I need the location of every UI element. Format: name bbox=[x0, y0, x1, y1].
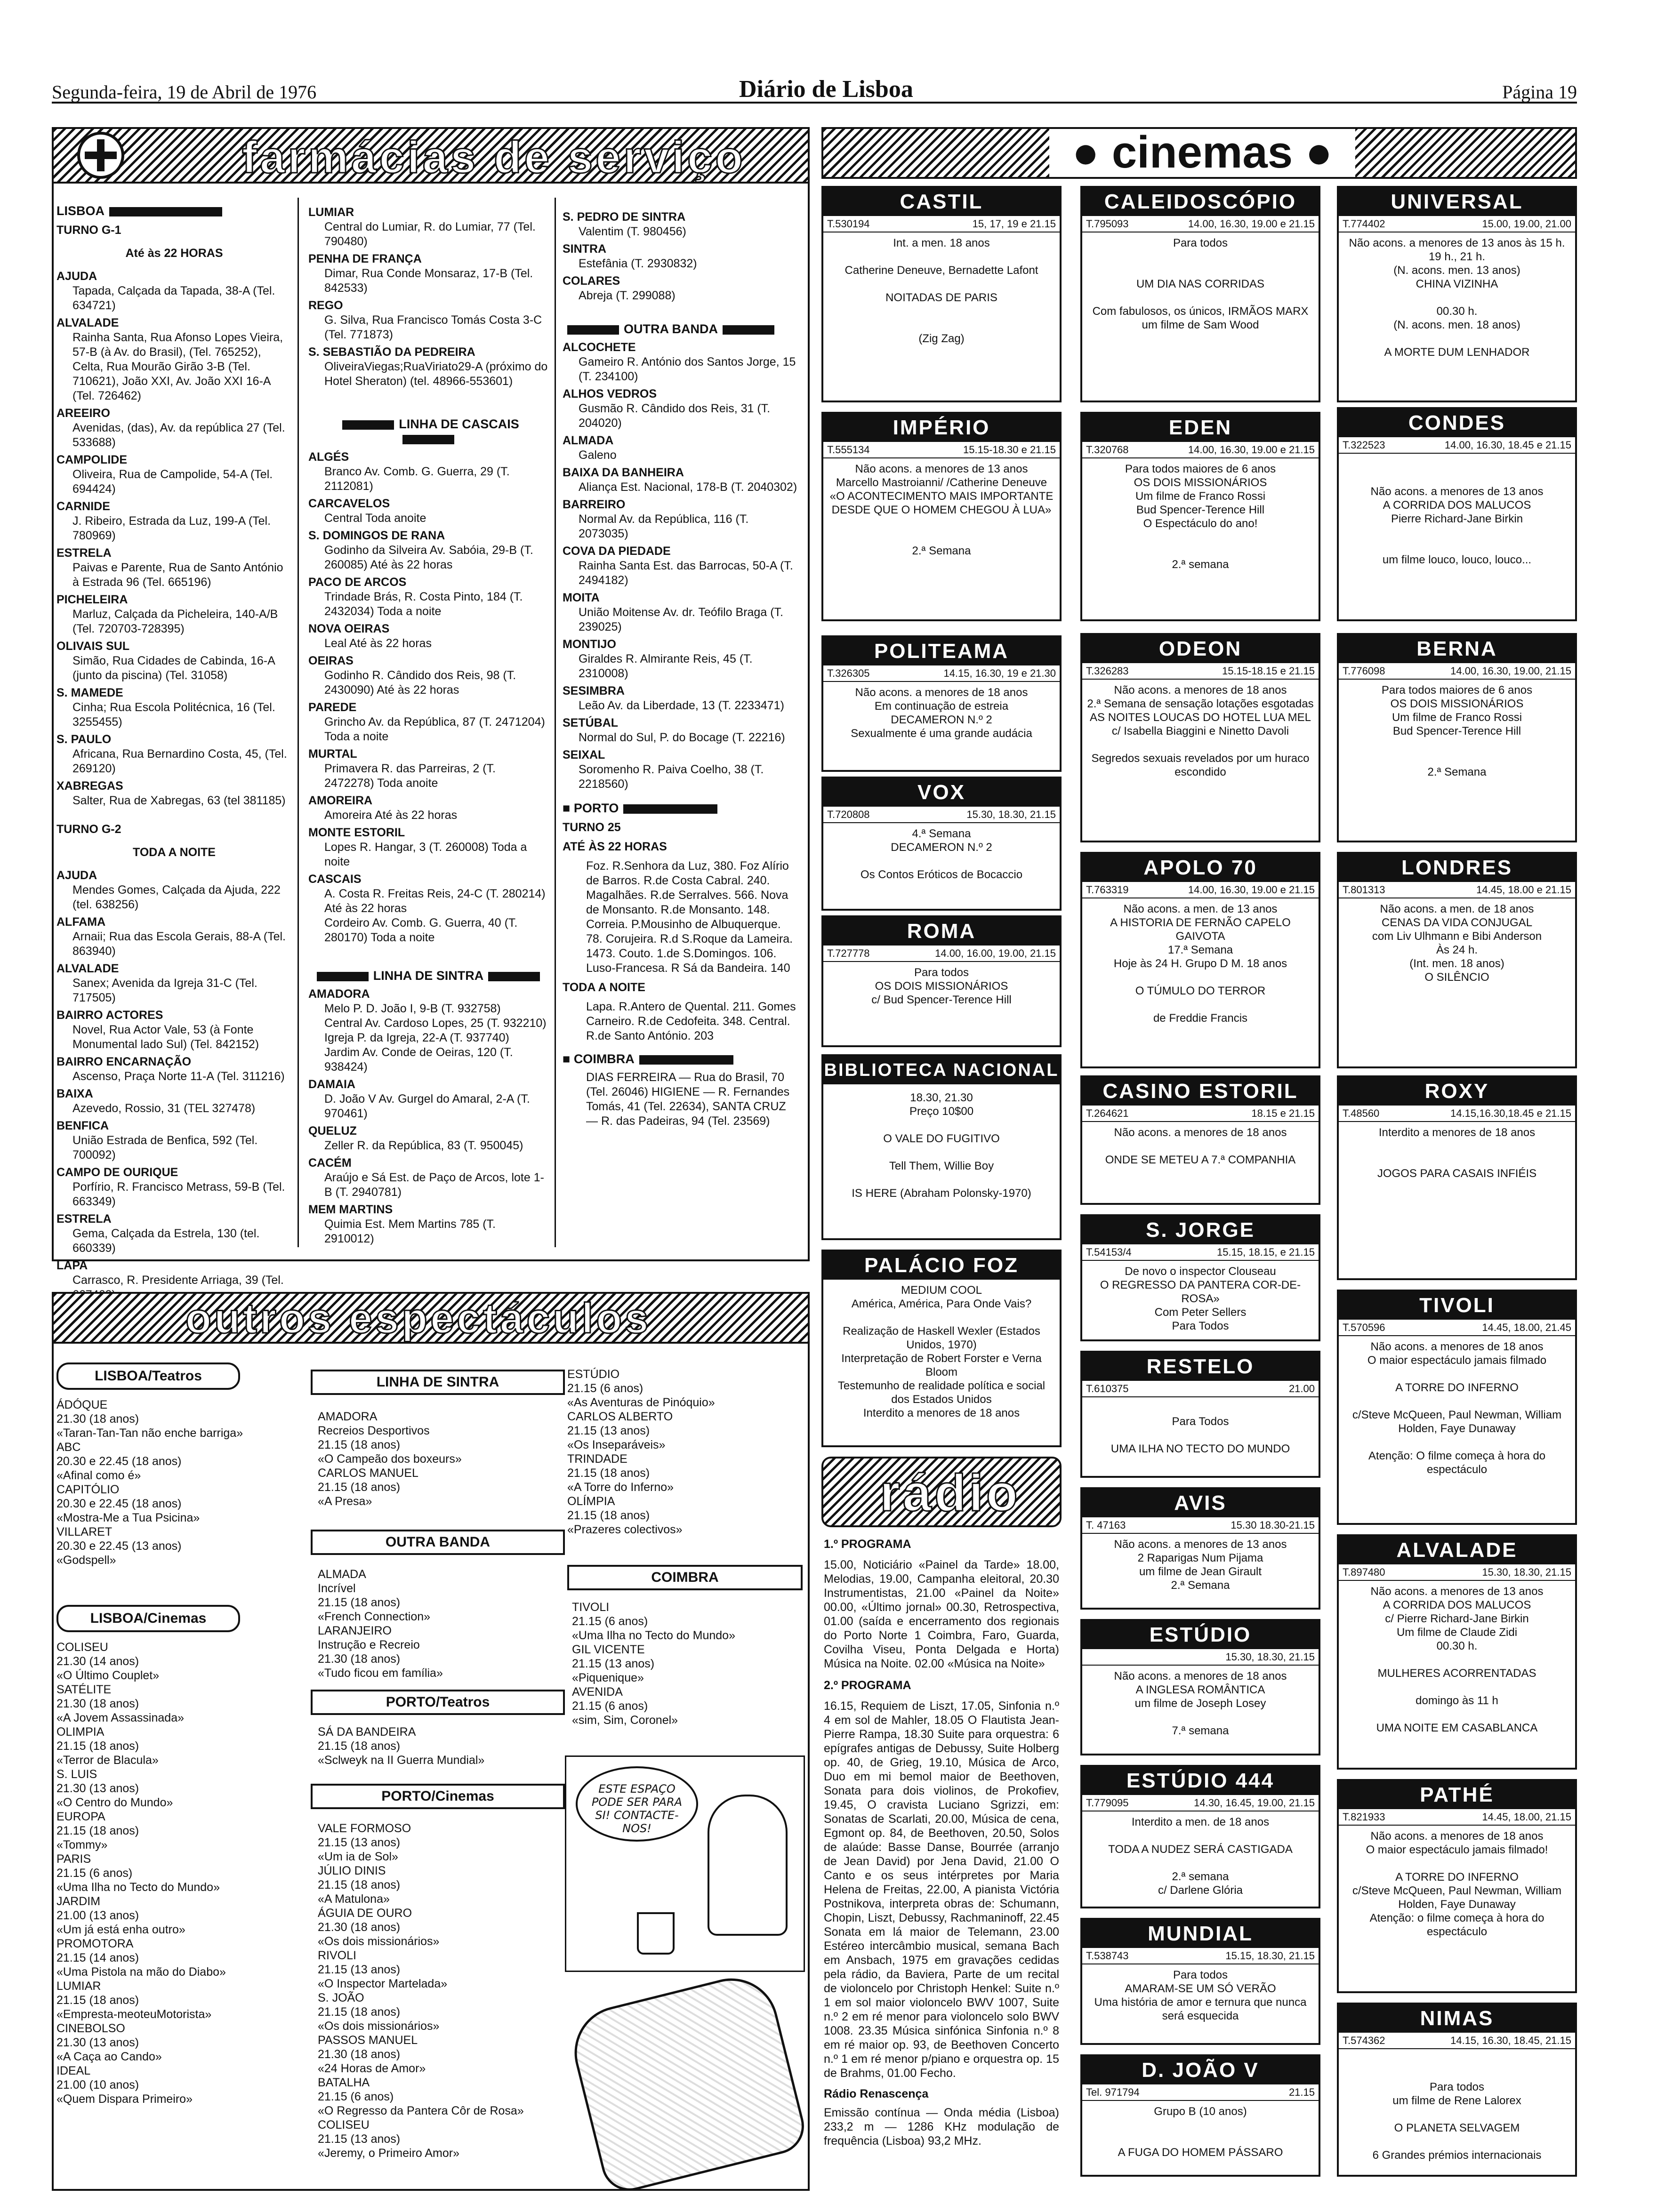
lisboa-label: LISBOA bbox=[56, 204, 105, 218]
until-22: Até às 22 HORAS bbox=[125, 247, 223, 260]
cinema-d-joao-v[interactable]: D. JOÃO V Tel. 971794 21.15 Grupo B (10 anos) A FUGA DO HOMEM PÁSSARO bbox=[1080, 2054, 1320, 2177]
page-header bbox=[52, 75, 1577, 104]
all-night: TODA A NOITE bbox=[133, 846, 216, 859]
list-lisboa-teatros: ÁDÓQUE 21.30 (18 anos) «Taran-Tan-Tan não enche barriga» ABC 20.30 e 22.45 (18 anos) «Afinal como é» CAPITÓLIO 20.30 e 22.45 (18 anos) «Mostra-Me a Tua Psicina» VILLARET 20.30 e 22.45 (13 anos) «Godspell» bbox=[56, 1398, 243, 1567]
outra-banda-label: OUTRA BANDA bbox=[624, 322, 718, 336]
list-coimbra: TIVOLI 21.15 (6 anos) «Uma Ilha no Tecto do Mundo» GIL VICENTE 21.15 (13 anos) «Piquenique» AVENIDA 21.15 (6 anos) «sim, Sim, Coronel» bbox=[572, 1601, 735, 1727]
coimbra-label: COIMBRA bbox=[573, 1052, 635, 1066]
pharmacy-column-2: LUMIAR Central do Lumiar, R. do Lumiar, 77 (Tel. 790480) PENHA DE FRANÇA Dimar, Rua Conde Monsaraz, 17-B (Tel. 842533) REGO G. Silva, Rua Francisco Tomás Costa 3-C (Tel. 771873) S. SEBASTIÃO DA PEDREIRA OliveiraViegas;RuaViriato29-A (próximo do Hotel Sheraton) (tel. 48966-553601) LINHA DE CASCAIS ALGÉS Branco Av. Comb. G. Guerra, 29 (T. 2112081) CARCAVELOS Central Toda anoite S. DOMINGOS DE RANA Godinho da Silveira Av. Sabóia, 29-B (T. 260085) Até às 22 horas PACO DE ARCOS Trindade Brás, R. Costa Pinto, 184 (T. 2432034) Toda a noite NOVA OEIRAS Leal Até às 22 horas OEIRAS Godinho R. Cândido dos Reis, 98 (T. 2430090) Até às 22 horas PAREDE Grincho Av. da República, 87 (T. 2471204) Toda a noite MURTAL Primavera R. das Parreiras, 2 (T. 2472278) Toda anoite AMOREIRA Amoreira Até às 22 horas MONTE ESTORIL Lopes R. Hangar, 3 (T. 260008) Toda a noite CASCAIS A. Costa R. Freitas Reis, 24-C (T. 280214) Até às 22 horas Cordeiro Av. Comb. G. Guerra, 40 (T. 280170) Toda a noite LINHA DE SINTRA AMADORA Melo P. D. João I, 9-B (T. 932758) Central Av. Cardoso Lopes, 25 (T. 932210) Igreja P. da Igreja, 22-A (T. 937740) Jardim Av. Conde de Oeiras, 120 (T. 938424) DAMAIA D. João V Av. Gurgel do Amaral, 2-A (T. 970461) QUELUZ Zeller R. da República, 83 (T. 950045) CACÉM Araújo e Sá Est. de Paço de Arcos, lote 1-B (T. 2940781) MEM MARTINS Quimia Est. Mem Martins 785 (T. 2910012) bbox=[308, 206, 548, 1245]
cinema-restelo[interactable]: RESTELO T.610375 21.00 Para Todos UMA ILHA NO TECTO DO MUNDO bbox=[1080, 1351, 1320, 1478]
radio-p2: 2.º PROGRAMA bbox=[824, 1679, 911, 1692]
cat-porto-teatros: PORTO/Teatros bbox=[311, 1690, 565, 1715]
turno-g2: TURNO G-2 bbox=[56, 823, 121, 836]
cinema-roxy[interactable]: ROXY T.48560 14.15,16.30,18.45 e 21.15 Interdito a menores de 18 anos JOGOS PARA CASAIS INFIÉIS bbox=[1337, 1075, 1577, 1280]
radio-title: rádio bbox=[880, 1464, 1021, 1522]
cinema-estudio[interactable]: ESTÚDIO 15.30, 18.30, 21.15 Não acons. a menores de 18 anos A INGLESA ROMÂNTICA um filme de Joseph Losey 7.ª semana bbox=[1080, 1619, 1320, 1755]
list-porto-cinemas: VALE FORMOSO 21.15 (13 anos) «Um ia de Sol» JÚLIO DINIS 21.15 (18 anos) «A Matulona» ÁGUIA DE OURO 21.30 (18 anos) «Os dois missionários» RIVOLI 21.15 (13 anos) «O Inspector Martelada» S. JOÃO 21.15 (18 anos) «Os dois missionários» PASSOS MANUEL 21.30 (18 anos) «24 Horas de Amor» BATALHA 21.15 (6 anos) «O Regresso da Pantera Côr de Rosa» COLISEU 21.15 (13 anos) «Jeremy, o Primeiro Amor» bbox=[318, 1822, 524, 2160]
cinema-s-jorge[interactable]: S. JORGE T.54153/4 15.15, 18.15, e 21.15 De novo o inspector Clouseau O REGRESSO DA PANTERA COR-DE-ROSA» Com Peter Sellers Para Todos bbox=[1080, 1214, 1320, 1341]
cat-porto-cinemas: PORTO/Cinemas bbox=[311, 1784, 565, 1809]
cat-lisboa-cinemas: LISBOA/Cinemas bbox=[56, 1605, 240, 1632]
list-col3: ESTÚDIO 21.15 (6 anos) «As Aventuras de Pinóquio» CARLOS ALBERTO 21.15 (13 anos) «Os Inseparáveis» TRINDADE 21.15 (18 anos) «A Torre do Inferno» OLÍMPIA 21.15 (18 anos) «Prazeres colectivos» bbox=[567, 1368, 715, 1536]
porto-list-22: Foz. R.Senhora da Luz, 380. Foz Alírio de Barros. R.de Costa Cabral. 240. Magalhães. R.de Serralves. 566. Nova de Monsanto. R.de Monsanto. 148. Correia. P.Mousinho de Albuquerque. 78. Corujeira. R.d S.Roque da Lameira. 1473. Couto. 1.de S.Domingos. 106. Luso-Francesa. R Sá da Bandeira. 140 bbox=[586, 859, 793, 975]
cinema-apolo70[interactable]: APOLO 70 T.763319 14.00, 16.30, 19.00 e 21.15 Não acons. a men. de 13 anos A HISTORIA DE FERNÃO CAPELO GAIVOTA 17.ª Semana Hoje às 24 H. Grupo D M. 18 anos O TÚMULO DO TERROR de Freddie Francis bbox=[1080, 852, 1320, 1068]
cinema-vox[interactable]: VOX T.720808 15.30, 18.30, 21.15 4.ª Semana DECAMERON N.º 2 Os Contos Eróticos de Bocaccio bbox=[821, 777, 1062, 911]
cinemas-title-box: ● cinemas ● bbox=[1049, 129, 1355, 177]
cinema-imperio[interactable]: IMPÉRIO T.555134 15.15-18.30 e 21.15 Não acons. a menores de 13 anos Marcello Mastroianni/ /Catherine Deneuve «O ACONTECIMENTO MAIS IMPORTANTE DESDE QUE O HOMEM CHEGOU À LUA» 2.ª Semana bbox=[821, 412, 1062, 621]
cross-icon bbox=[77, 132, 124, 179]
cinema-pathe[interactable]: PATHÉ T.821933 14.45, 18.00, 21.15 Não acons. a menores de 18 anos O maior espectáculo jamais filmado! A TORRE DO INFERNO c/Steve McQueen, Paul Newman, William Holden, Faye Dunaway Atenção: o filme começa à hora do espectáculo bbox=[1337, 1779, 1577, 1993]
cinema-alvalade[interactable]: ALVALADE T.897480 15.30, 18.30, 21.15 Não acons. a menores de 13 anos A CORRIDA DOS MALUCOS c/ Pierre Richard-Jane Birkin Um filme de Claude Zidi 00.30 h. MULHERES ACORRENTADAS domingo às 11 h UMA NOITE EM CASABLANCA bbox=[1337, 1534, 1577, 1770]
radio-p1: 1.º PROGRAMA bbox=[824, 1538, 911, 1551]
cat-lisboa-teatros: LISBOA/Teatros bbox=[56, 1362, 240, 1390]
cinema-castil[interactable]: CASTIL T.530194 15, 17, 19 e 21.15 Int. a men. 18 anos Catherine Deneuve, Bernadette Lafont NOITADAS DE PARIS (Zig Zag) bbox=[821, 186, 1062, 402]
speech-bubble: ESTE ESPAÇO PODE SER PARA SI! CONTACTE-NOS! bbox=[576, 1766, 698, 1842]
pharmacy-column-1 bbox=[56, 195, 292, 1302]
cinema-mundial[interactable]: MUNDIAL T.538743 15.15, 18.30, 21.15 Para todos AMARAM-SE UM SÓ VERÃO Uma história de amor e ternura que nunca será esquecida bbox=[1080, 1918, 1320, 2045]
until-22-porto: ATÉ ÀS 22 HORAS bbox=[563, 840, 667, 853]
cinema-condes[interactable]: CONDES T.322523 14.00, 16.30, 18.45 e 21.15 Não acons. a menores de 13 anos A CORRIDA DOS MALUCOS Pierre Richard-Jane Birkin um filme louco, louco, louco... bbox=[1337, 407, 1577, 621]
cinema-caleidoscopio[interactable]: CALEIDOSCÓPIO T.795093 14.00, 16.30, 19.00 e 21.15 Para todos UM DIA NAS CORRIDAS Com fabulosos, os únicos, IRMÃOS MARX um filme de Sam Wood bbox=[1080, 186, 1320, 402]
porto-list-night: Lapa. R.Antero de Quental. 211. Gomes Carneiro. R.de Cedofeita. 348. Central. R.de Santo António. 203 bbox=[586, 1000, 796, 1042]
radio-text-3: Emissão contínua — Onda média (Lisboa) 233,2 m — 1286 KHz modulação de frequência (Lisboa) 93,2 MHz. bbox=[824, 2106, 1059, 2148]
outros-banner bbox=[52, 1292, 810, 1344]
linha-sintra-label: LINHA DE SINTRA bbox=[373, 969, 484, 983]
radio-banner bbox=[821, 1457, 1062, 1527]
paint-bucket-icon bbox=[637, 1912, 675, 1955]
cinema-palacio-foz[interactable]: PALÁCIO FOZ MEDIUM COOL América, América, Para Onde Vais? Realização de Haskell Wexler (Estados Unidos, 1970) Interpretação de Robert Forster e Verna Bloom Testemunho de realidade política e social dos Estados Unidos Interdito a menores de 18 anos bbox=[821, 1250, 1062, 1447]
pharmacy-column-3: S. PEDRO DE SINTRA Valentim (T. 980456) SINTRA Estefânia (T. 2930832) COLARES Abreja (T. 299088) OUTRA BANDA ALCOCHETE Gameiro R. António dos Santos Jorge, 15 (T. 234100) ALHOS VEDROS Gusmão R. Cândido dos Reis, 31 (T. 204020) ALMADA Galeno BAIXA DA BANHEIRA Aliança Est. Nacional, 178-B (T. 2040302) BARREIRO Normal Av. da República, 116 (T. 2073035) COVA DA PIEDADE Rainha Santa Est. das Barrocas, 50-A (T. 2494182) MOITA União Moitense Av. dr. Teófilo Braga (T. 239025) MONTIJO Giraldes R. Almirante Reis, 45 (T. 2310008) SESIMBRA Leão Av. da Liberdade, 13 (T. 2233471) SETÚBAL Normal do Sul, P. do Bocage (T. 22216) SEIXAL Soromenho R. Paiva Coelho, 38 (T. 2218560) ■ PORTO TURNO 25 ATÉ ÀS 22 HORAS Foz. R.Senhora da Luz, 380. Foz Alírio de Barros. R.de Costa Cabral. 240. Magalhães. R.de Serralves. 566. Nova de Monsanto. R.de Monsanto. 148. Correia. P.Mousinho de Albuquerque. 78. Corujeira. R.d S.Roque da Lameira. 1473. Couto. 1.de S.Domingos. 106. Luso-Francesa. R Sá da Bandeira. 140 TODA A NOITE Lapa. R.Antero de Quental. 211. Gomes Carneiro. R.de Cedofeita. 348. Central. R.de Santo António. 203 ■ COIMBRA DIAS FERREIRA — Rua do Brasil, 70 (Tel. 26046) HIGIENE — R. Fernandes Tomás, 41 (Tel. 22634), SANTA CRUZ — R. das Padeiras, 94 (Tel. 23569) bbox=[563, 210, 797, 1128]
pharmacy-banner bbox=[52, 127, 810, 184]
turno-25: TURNO 25 bbox=[563, 821, 621, 834]
cinema-eden[interactable]: EDEN T.320768 14.00, 16.30, 19.00 e 21.15 Para todos maiores de 6 anos OS DOIS MISSIONÁRIOS Um filme de Franco Rossi Bud Spencer-Terence Hill O Espectáculo do ano! 2.ª semana bbox=[1080, 412, 1320, 621]
cinema-politeama[interactable]: POLITEAMA T.326305 14.15, 16.30, 19 e 21.30 Não acons. a menores de 18 anos Em continuação de estreia DECAMERON N.º 2 Sexualmente é uma grande audácia bbox=[821, 635, 1062, 772]
cartoon-figure-icon bbox=[708, 1795, 788, 1936]
cat-coimbra: COIMBRA bbox=[567, 1565, 803, 1590]
pharmacy-divider-1 bbox=[298, 198, 299, 1247]
list-lisboa-cinemas: COLISEU 21.30 (14 anos) «O Último Couplet» SATÉLITE 21.30 (18 anos) «A Jovem Assassinada» OLIMPIA 21.15 (18 anos) «Terror de Blacula» S. LUIS 21.30 (13 anos) «O Centro do Mundo» EUROPA 21.15 (18 anos) «Tommy» PARIS 21.15 (6 anos) «Uma Ilha no Tecto do Mundo» JARDIM 21.00 (13 anos) «Um já está enha outro» PROMOTORA 21.15 (14 anos) «Uma Pistola na mão do Diabo» LUMIAR 21.15 (18 anos) «Empresta-meoteuMotorista» CINEBOLSO 21.30 (13 anos) «A Caça ao Cando» IDEAL 21.00 (10 anos) «Quem Dispara Primeiro» bbox=[56, 1641, 226, 2106]
pharmacy-divider-2 bbox=[555, 198, 556, 1247]
cinema-berna[interactable]: BERNA T.776098 14.00, 16.30, 19.00, 21.15 Para todos maiores de 6 anos OS DOIS MISSIONÁRIOS Um filme de Franco Rossi Bud Spencer-Terence Hill 2.ª Semana bbox=[1337, 633, 1577, 842]
radio-p3: Rádio Renascença bbox=[824, 2087, 929, 2100]
cinemas-title: cinemas bbox=[1111, 127, 1293, 177]
list-porto-teatros: SÁ DA BANDEIRA 21.15 (18 anos) «Sclweyk na II Guerra Mundial» bbox=[318, 1725, 485, 1767]
porto-label: PORTO bbox=[573, 801, 619, 815]
outros-title: outros espectáculos bbox=[185, 1295, 652, 1342]
page-number: Página 19 bbox=[1502, 81, 1577, 103]
cinema-tivoli[interactable]: TIVOLI T.570596 14.45, 18.00, 21.45 Não acons. a menores de 18 anos O maior espectáculo jamais filmado A TORRE DO INFERNO c/Steve McQueen, Paul Newman, William Holden, Faye Dunaway Atenção: O filme começa à hora do espectáculo bbox=[1337, 1290, 1577, 1525]
radio-schedule bbox=[824, 1534, 1059, 2148]
cartoon-ad bbox=[565, 1755, 805, 1972]
cinema-casino-estoril[interactable]: CASINO ESTORIL T.264621 18.15 e 21.15 Não acons. a menores de 18 anos ONDE SE METEU A 7.ª COMPANHIA bbox=[1080, 1075, 1320, 1205]
pharmacy-list-2: AJUDA Mendes Gomes, Calçada da Ajuda, 222 (tel. 638256) ALFAMA Arnaii; Rua das Escola Gerais, 88-A (Tel. 863940) ALVALADE Sanex; Avenida da Igreja 31-C (Tel. 717505) BAIRRO ACTORES Novel, Rua Actor Vale, 53 (à Fonte Monumental lado Sul) (Tel. 842152) BAIRRO ENCARNAÇÃO Ascenso, Praça Norte 11-A (Tel. 311216) BAIXA Azevedo, Rossio, 31 (TEL 327478) BENFICA União Estrada de Benfica, 592 (Tel. 700092) CAMPO DE OURIQUE Porfírio, R. Francisco Metrass, 59-B (Tel. 663349) ESTRELA Gema, Calçada da Estrela, 130 (tel. 660339) LAPA Carrasco, R. Presidente Arriaga, 39 (Tel. bbox=[56, 869, 286, 1287]
cinema-avis[interactable]: AVIS T. 47163 15.30 18.30-21.15 Não acons. a menores de 13 anos 2 Raparigas Num Pijama um filme de Jean Girault 2.ª Semana bbox=[1080, 1487, 1320, 1610]
turno-g1: TURNO G-1 bbox=[56, 224, 121, 237]
pharmacy-list-1: AJUDA Tapada, Calçada da Tapada, 38-A (Tel. 634721) ALVALADE Rainha Santa, Rua Afonso Lopes Vieira, 57-B (à Av. do Brasil), (Tel. 765252), Celta, Rua Mourão Girão 3-B (Tel. 710621), João XXI, Av. João XXI 16-A (Tel. 726462) AREEIRO Avenidas, (das), Av. da república 27 (Tel. 533688) CAMPOLIDE Oliveira, Rua de Campolide, 54-A (Tel. 694424) CARNIDE J. Ribeiro, Estrada da Luz, 199-A (Tel. 780969) ESTRELA Paivas e Parente, Rua de Santo António à Estrada 96 (Tel. 665196) PICHELEIRA Marluz, Calçada da Picheleira, 140-A/B (Tel. 720703-728395) OLIVAIS SUL Simão, Rua Cidades de Cabinda, 16-A (junto da piscina) (Tel. 31058) S. MAMEDE Cinha; Rua Escola Politécnica, 16 (Tel. 3255455) S. PAULO Africana, Rua Bernardino Costa, 45, (Tel. 269120) XABREGAS Salter, Rua de Xabregas, 63 (tel 381185) bbox=[56, 270, 287, 807]
masthead: Diário de Lisboa bbox=[739, 76, 913, 103]
cinema-odeon[interactable]: ODEON T.326283 15.15-18.15 e 21.15 Não acons. a menores de 18 anos 2.ª Semana de sensação lotações esgotadas AS NOITES LOUCAS DO HOTEL LUA MEL c/ Isabella Biaggini e Ninetto Davoli Segredos sexuais revelados por um huraco escondido bbox=[1080, 633, 1320, 842]
cat-linha-sintra: LINHA DE SINTRA bbox=[311, 1370, 565, 1395]
cinema-estudio-444[interactable]: ESTÚDIO 444 T.779095 14.30, 16.45, 19.00, 21.15 Interdito a men. de 18 anos TODA A NUDEZ SERÁ CASTIGADA 2.ª semana c/ Darlene Glória bbox=[1080, 1765, 1320, 1908]
linha-cascais-label: LINHA DE CASCAIS bbox=[399, 417, 519, 431]
header-date: Segunda-feira, 19 de Abril de 1976 bbox=[52, 81, 317, 103]
coimbra-list: DIAS FERREIRA — Rua do Brasil, 70 (Tel. 26046) HIGIENE — R. Fernandes Tomás, 41 (Tel. 22634), SANTA CRUZ — R. das Padeiras, 94 (Tel. 23569) bbox=[586, 1071, 790, 1128]
cinema-londres[interactable]: LONDRES T.801313 14.45, 18.00 e 21.15 Não acons. a men. de 18 anos CENAS DA VIDA CONJUGAL com Liv Ulhmann e Bibi Anderson Às 24 h. (Int. men. 18 anos) O SILÊNCIO bbox=[1337, 852, 1577, 1068]
cinema-biblioteca-nacional[interactable]: BIBLIOTECA NACIONAL 18.30, 21.30 Preço 10$00 O VALE DO FUGITIVO Tell Them, Willie Boy IS HERE (Abraham Polonsky-1970) bbox=[821, 1054, 1062, 1240]
cinema-nimas[interactable]: NIMAS T.574362 14.15, 16.30, 18.45, 21.15 Para todos um filme de Rene Lalorex O PLANETA SELVAGEM 6 Grandes prémios internacionais bbox=[1337, 2003, 1577, 2177]
list-linha-sintra: AMADORA Recreios Desportivos 21.15 (18 anos) «O Campeão dos boxeurs» CARLOS MANUEL 21.15 (18 anos) «A Presa» bbox=[318, 1410, 462, 1508]
cinema-universal[interactable]: UNIVERSAL T.774402 15.00, 19.00, 21.00 Não acons. a menores de 13 anos às 15 h. 19 h., 21 h. (N. acons. men. 13 anos) CHINA VIZINHA 00.30 h. (N. acons. men. 18 anos) A MORTE DUM LENHADOR bbox=[1337, 186, 1577, 402]
cinema-roma[interactable]: ROMA T.727778 14.00, 16.00, 19.00, 21.15 Para todos OS DOIS MISSIONÁRIOS c/ Bud Spencer-Terence Hill bbox=[821, 915, 1062, 1047]
cinemas-banner bbox=[821, 127, 1577, 179]
cat-outra-banda: OUTRA BANDA bbox=[311, 1530, 565, 1555]
radio-text-2: 16.15, Requiem de Liszt, 17.05, Sinfonia n.º 4 em sol de Mahler, 18.05 O Flautista Jean-Pierre Rampa, 18.30 Suite para orquestra: 6 epígrafes antigas de Debussy, Suite Holberg op. 40, de Grieg, 19.10, Música de Arco, Duo em mi bemol maior de Beethoven, Sonata para dois violinos, de Prokofiev, 19.45, O cravista Luciano Sgrizzi, em: Sonatas de Scarlati, 20.00, Música de cena, Egmont op. 84, de Beethoven, 20.50, Solos de alaúde: Basse Danse, Bourrée (arranjo de Jean David) por Jena David, 21.00 O Canto e os seus intérpretes por Maria Helena de Freitas, 22.00, A pianista Victória Postnikova, interpreta obras de: Schumann, Chopin, Liszt, Debussy, Rachmaninoff, 22.45 Sonata em lá maior de Telemann, 23.00 Estéreo intercâmbio musical, semana Bach em Ansbach, 1975 em gravações cedidas pela rádio, da Baviera, Parte de um recital de violoncelo por Christoph Henkel: Suite n.º 1 em sol maior violoncelo BWV 1007, Suite n.º 2 em ré menor para violoncelo solo BWV 1008. 23.35 Música sinfónica Sinfonia n.º 8 em ré maior op. 93, de Beethoven Concerto n.º 1 em ré menor p/piano e orquestra op. 15 de Brahms, 01.00 Fecho. bbox=[824, 1699, 1059, 2080]
list-outra-banda: ALMADA Incrível 21.15 (18 anos) «French Connection» LARANJEIRO Instrução e Recreio 21.30 (18 anos) «Tudo ficou em família» bbox=[318, 1568, 443, 1680]
pharmacy-title: farmácias de serviço bbox=[242, 132, 746, 183]
porto-all-night-label: TODA A NOITE bbox=[563, 981, 645, 994]
radio-text-1: 15.00, Noticiário «Painel da Tarde» 18.00, Melodias, 19.00, Campanha eleitoral, 20.30 Instrumentistas, 21.00 «Painel da Noite» 00.00, «Último jornal» 00.30, Retrospectiva, 01.00 (saída e encerramento dos regionais do Porto Norte 1 Coimbra, Faro, Guarda, Covilha Viseu, Ponta Delgada e Horta) Música na Noite. 02.00 «Música na Noite» bbox=[824, 1558, 1059, 1670]
